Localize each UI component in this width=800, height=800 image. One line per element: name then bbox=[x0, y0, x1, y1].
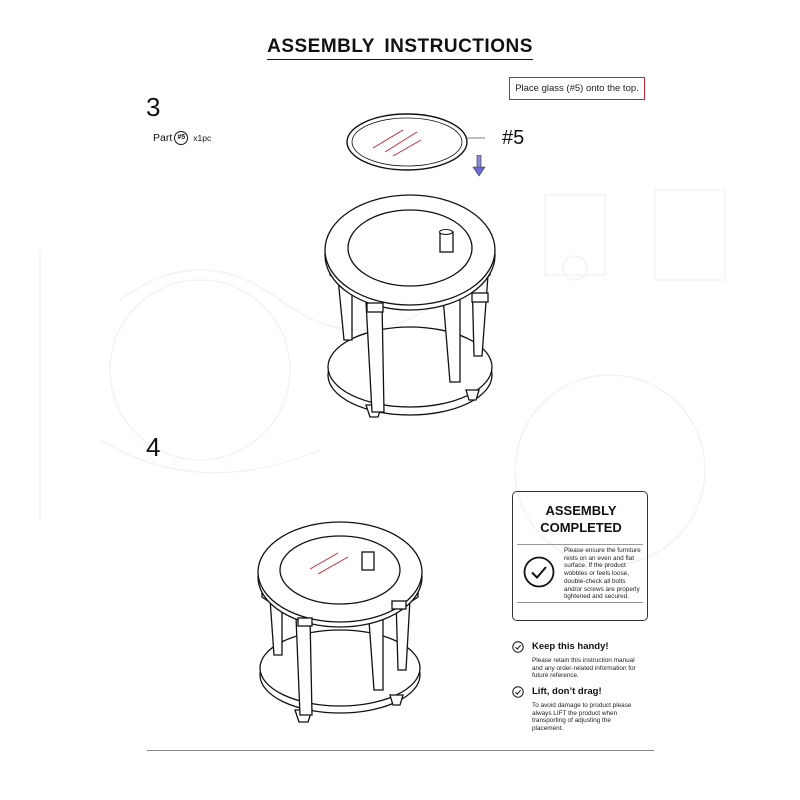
part-label: Part bbox=[153, 132, 173, 144]
check-circle-icon bbox=[512, 686, 524, 698]
completed-title-line2: COMPLETED bbox=[540, 520, 622, 535]
part-id-badge: #5 bbox=[174, 131, 188, 145]
bottom-divider bbox=[147, 750, 654, 751]
tip-text: Please retain this instruction manual and any order-related information for future reference. bbox=[532, 657, 636, 680]
tip-title: Keep this handy! bbox=[532, 641, 609, 652]
check-circle-icon bbox=[512, 641, 524, 653]
glass-callout-number: #5 bbox=[502, 127, 525, 149]
step3-part-line bbox=[153, 131, 211, 145]
tip-text: To avoid damage to product please always LIFT the product when transporting of adjusting the placement. bbox=[532, 702, 632, 733]
completed-title-line1: ASSEMBLY bbox=[545, 503, 617, 518]
card-divider bbox=[517, 602, 643, 603]
completed-title bbox=[513, 502, 649, 536]
step3-instruction-callout: Place glass (#5) onto the top. bbox=[509, 77, 645, 100]
step3-number: 3 bbox=[146, 92, 161, 122]
part-quantity: x1pc bbox=[193, 133, 212, 143]
step4-table-illustration bbox=[240, 505, 440, 745]
card-divider bbox=[517, 544, 643, 545]
page-title bbox=[0, 36, 800, 58]
page-title-text: ASSEMBLY INSTRUCTIONS bbox=[267, 36, 533, 60]
completed-text: Please ensure the furniture rests on an even and flat surface. If the product wobbles or feels loose, double-check all bolts and/or screws are properly tightened and secured. bbox=[564, 547, 641, 601]
step4-number: 4 bbox=[146, 432, 161, 462]
step3-table-illustration bbox=[300, 110, 540, 430]
check-circle-icon bbox=[523, 556, 555, 588]
assembly-completed-card bbox=[512, 491, 648, 621]
tip-title: Lift, don’t drag! bbox=[532, 686, 602, 697]
